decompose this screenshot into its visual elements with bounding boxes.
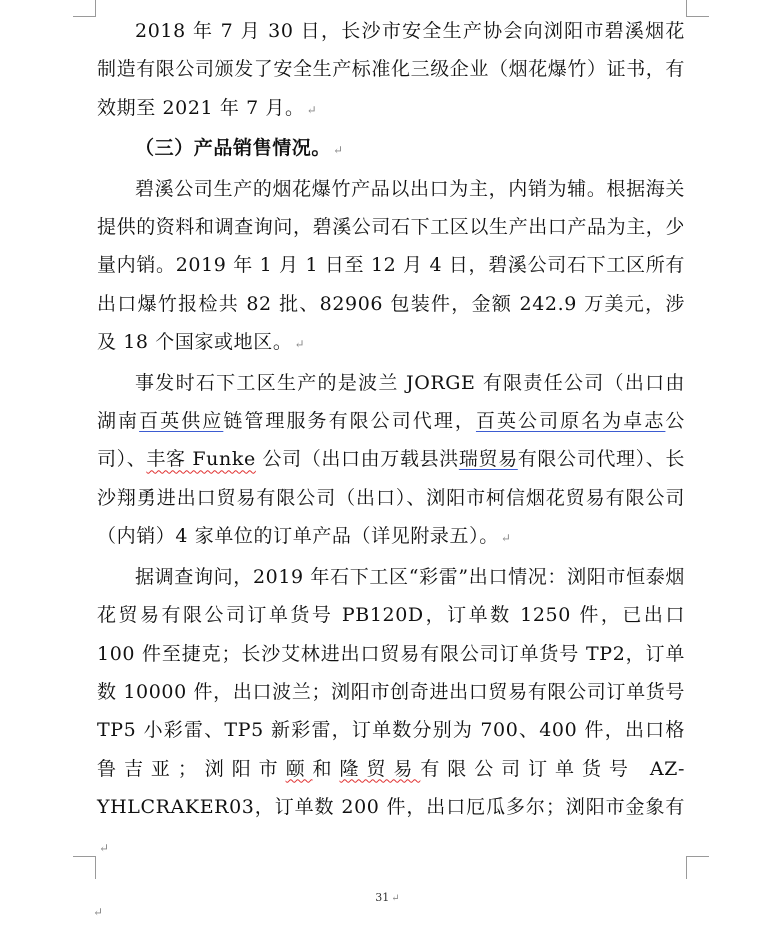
- text-run: 2018 年 7 月 30 日，长沙市安全生产协会向浏阳市碧溪烟花制造有限公司颁发了安全生产标准化三级企业（烟花爆竹）证书，有效期至 2021 年 7 月。: [97, 20, 686, 119]
- text-run: 事发时石下工区生产的是波兰 JORGE 有限责任公司（出口由湖南: [97, 371, 685, 433]
- paragraph-mark-icon: ↵: [306, 102, 318, 117]
- margin-corner-top-left: [73, 0, 96, 17]
- paragraph-mark-icon: ↵: [294, 337, 306, 352]
- paragraph[interactable]: [97, 12, 685, 129]
- text-run: 有限公司订单货号 AZ-YHLCRAKER03，订单数 200 件，出口厄瓜多尔；浏阳市金象有: [97, 757, 685, 819]
- text-run: 碧溪公司生产的烟花爆竹产品以出口为主，内销为辅。根据海关提供的资料和调查询问，碧溪公司石下工区以生产出口产品为主，少量内销。2019 年 1 月 1 日至 12 月 4 日，碧溪公司石下工区所有出口爆竹报检共 82 批、82906 包装件，金额 242.9 万美元，涉及 18 个国家或地区。: [97, 177, 686, 354]
- paragraph-mark-icon: ↵: [333, 143, 344, 158]
- text-run: 公司）、: [97, 410, 686, 471]
- spelling-underline-text: 颐: [285, 757, 313, 780]
- paragraph-mark-icon: ↵: [500, 531, 512, 546]
- grammar-underline-text: 百英供应: [139, 410, 224, 433]
- spelling-underline-text: 丰客 Funke: [146, 448, 256, 471]
- margin-corner-top-right: [686, 0, 709, 17]
- grammar-underline-text: 瑞贸易: [458, 448, 518, 471]
- page-number-value: 31: [375, 891, 390, 904]
- paragraph-mark-icon: ↵: [99, 840, 110, 855]
- grammar-underline-text: 百英公司原名为卓志: [475, 410, 666, 433]
- text-run: 链管理服务有限公司代理，: [223, 410, 476, 433]
- text-run: 据调查询问，2019 年石下工区“彩雷”出口情况：浏阳市恒泰烟花贸易有限公司订单货号 PB120D，订单数 1250 件，已出口 100 件至捷克；长沙艾林进出口贸易有限公司订单货号 TP2，订单数 10000 件，出口波兰；浏阳市创奇进出口贸易有限公司订单货号 TP5 小彩雷、TP5 新彩雷，订单数分别为 700、400 件，出口格鲁吉亚；浏阳市: [97, 565, 685, 780]
- text-run: 有限公司代理）、长沙翔勇进出口贸易有限公司（出口）、浏阳市柯信烟花贸易有限公司（内销）4 家单位的订单产品（详见附录五）。: [97, 448, 685, 548]
- text-run: 公司（出口由万载县洪: [255, 448, 459, 471]
- paragraph[interactable]: [97, 364, 685, 558]
- paragraph[interactable]: [97, 170, 685, 364]
- text-run: （三）产品销售情况。: [135, 137, 332, 160]
- spelling-underline-text: 隆贸易: [339, 757, 421, 780]
- document-body[interactable]: [97, 12, 685, 867]
- paragraph-mark-icon: ↵: [93, 905, 104, 919]
- text-run: 和: [312, 757, 340, 780]
- section-heading[interactable]: [97, 129, 685, 169]
- paragraph[interactable]: [97, 558, 685, 867]
- page-number: [0, 891, 775, 904]
- margin-corner-bottom-left: [73, 856, 96, 879]
- margin-corner-bottom-right: [686, 856, 709, 879]
- paragraph-mark-icon: ↵: [391, 893, 400, 904]
